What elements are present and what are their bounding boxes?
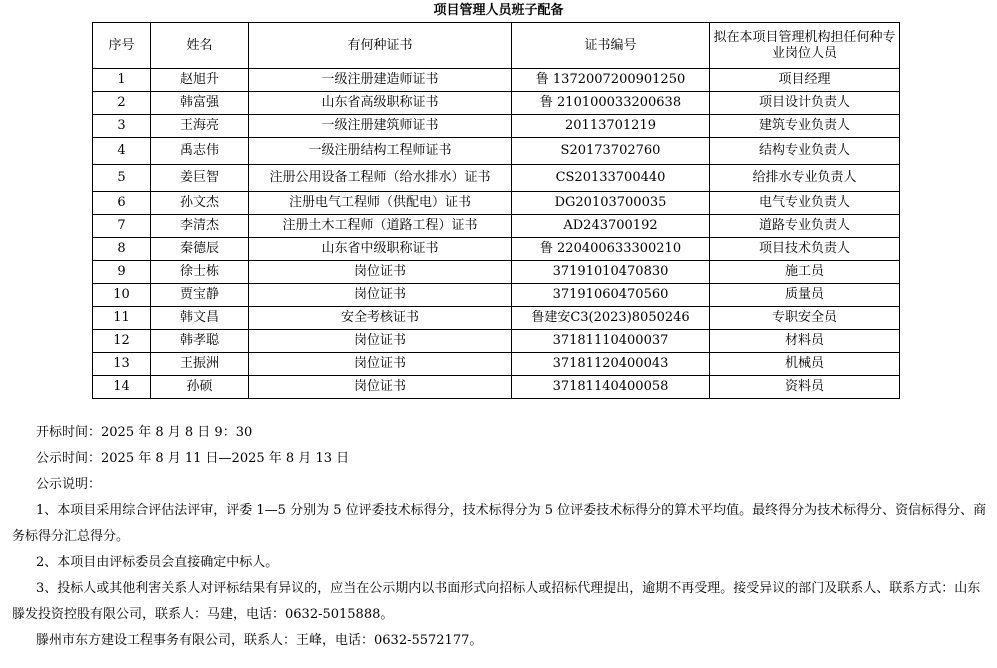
cell-name: 李清杰 [151,215,249,238]
cell-certificate: 岗位证书 [249,330,512,353]
note-item-3: 3、投标人或其他利害关系人对评标结果有异议的，应当在公示期内以书面形式向招标人或招标代理提出，逾期不再受理。接受异议的部门及联系人、联系方式：山东滕发投资控股有限公司，联系人：马建，电话：0632-5015888。 [12,581,981,622]
cell-name: 秦德辰 [151,238,249,261]
document-title: 项目管理人员班子配备 [433,3,564,18]
cell-certificate-number: 37181110400037 [512,330,710,353]
cell-index: 8 [93,238,151,261]
cell-position: 施工员 [710,261,900,284]
cell-name: 姜巨智 [151,165,249,192]
cell-certificate: 山东省中级职称证书 [249,238,512,261]
cell-position: 项目经理 [710,69,900,92]
cell-position: 道路专业负责人 [710,215,900,238]
notes-section [12,420,987,654]
cell-name: 孙硕 [151,376,249,399]
cell-name: 贾宝静 [151,284,249,307]
cell-name: 韩富强 [151,92,249,115]
cell-position: 结构专业负责人 [710,138,900,165]
cell-certificate-number: 鲁 210100033200638 [512,92,710,115]
table-row [93,69,900,92]
table-row [93,330,900,353]
header-position: 拟在本项目管理机构担任何种专业岗位人员 [710,23,900,69]
cell-position: 给排水专业负责人 [710,165,900,192]
cell-name: 孙文杰 [151,192,249,215]
cell-certificate-number: 37181140400058 [512,376,710,399]
cell-index: 5 [93,165,151,192]
cell-index: 14 [93,376,151,399]
cell-position: 专职安全员 [710,307,900,330]
table-row [93,138,900,165]
cell-certificate: 注册土木工程师（道路工程）证书 [249,215,512,238]
cell-position: 材料员 [710,330,900,353]
cell-certificate-number: 鲁 1372007200901250 [512,69,710,92]
cell-name: 王海亮 [151,115,249,138]
cell-certificate: 岗位证书 [249,284,512,307]
cell-position: 项目技术负责人 [710,238,900,261]
cell-certificate: 岗位证书 [249,376,512,399]
cell-certificate: 一级注册结构工程师证书 [249,138,512,165]
cell-certificate-number: S20173702760 [512,138,710,165]
cell-certificate: 岗位证书 [249,261,512,284]
note-item-2: 2、本项目由评标委员会直接确定中标人。 [36,555,279,570]
cell-position: 质量员 [710,284,900,307]
cell-index: 2 [93,92,151,115]
cell-index: 13 [93,353,151,376]
open-time: 开标时间：2025 年 8 月 8 日 9：30 [36,425,253,440]
header-certificate: 有何种证书 [249,23,512,69]
cell-certificate: 安全考核证书 [249,307,512,330]
table-row [93,261,900,284]
cell-index: 9 [93,261,151,284]
table-row [93,192,900,215]
cell-certificate-number: AD243700192 [512,215,710,238]
table-row [93,238,900,261]
cell-certificate-number: 鲁建安C3(2023)8050246 [512,307,710,330]
cell-index: 10 [93,284,151,307]
cell-position: 建筑专业负责人 [710,115,900,138]
cell-index: 3 [93,115,151,138]
table-header-row [93,23,900,69]
cell-position: 机械员 [710,353,900,376]
cell-name: 禹志伟 [151,138,249,165]
cell-certificate: 注册电气工程师（供配电）证书 [249,192,512,215]
table-row [93,284,900,307]
table-row [93,307,900,330]
explain-title: 公示说明： [36,477,102,492]
cell-index: 1 [93,69,151,92]
cell-certificate: 岗位证书 [249,353,512,376]
cell-certificate-number: 鲁 220400633300210 [512,238,710,261]
publicity-time: 公示时间：2025 年 8 月 11 日—2025 年 8 月 13 日 [36,451,350,466]
table-row [93,376,900,399]
cell-certificate: 一级注册建造师证书 [249,69,512,92]
cell-certificate-number: DG20103700035 [512,192,710,215]
cell-position: 项目设计负责人 [710,92,900,115]
cell-certificate: 注册公用设备工程师（给水排水）证书 [249,165,512,192]
cell-certificate: 一级注册建筑师证书 [249,115,512,138]
cell-index: 12 [93,330,151,353]
cell-certificate: 山东省高级职称证书 [249,92,512,115]
cell-index: 4 [93,138,151,165]
table-body [93,69,900,399]
cell-position: 资料员 [710,376,900,399]
table-row [93,115,900,138]
cell-certificate-number: 37191010470830 [512,261,710,284]
cell-index: 6 [93,192,151,215]
cell-certificate-number: 37181120400043 [512,353,710,376]
note-item-1: 1、本项目采用综合评估法评审，评委 1—5 分别为 5 位评委技术标得分，技术标得分为 5 位评委技术标得分的算术平均值。最终得分为技术标得分、资信标得分、商务标得分汇总得分。 [12,503,987,544]
table-row [93,215,900,238]
cell-certificate-number: CS20133700440 [512,165,710,192]
cell-index: 11 [93,307,151,330]
cell-certificate-number: 37191060470560 [512,284,710,307]
table-row [93,165,900,192]
table-row [93,92,900,115]
table-row [93,353,900,376]
cell-name: 徐士栋 [151,261,249,284]
header-certificate-number: 证书编号 [512,23,710,69]
cell-name: 王振洲 [151,353,249,376]
agency-contact: 滕州市东方建设工程事务有限公司，联系人：王峰，电话：0632-5572177。 [36,633,483,648]
cell-position: 电气专业负责人 [710,192,900,215]
cell-name: 韩文昌 [151,307,249,330]
cell-certificate-number: 20113701219 [512,115,710,138]
header-name: 姓名 [151,23,249,69]
cell-name: 赵旭升 [151,69,249,92]
cell-name: 韩孝聪 [151,330,249,353]
header-index: 序号 [93,23,151,69]
cell-index: 7 [93,215,151,238]
staff-table [92,22,900,399]
